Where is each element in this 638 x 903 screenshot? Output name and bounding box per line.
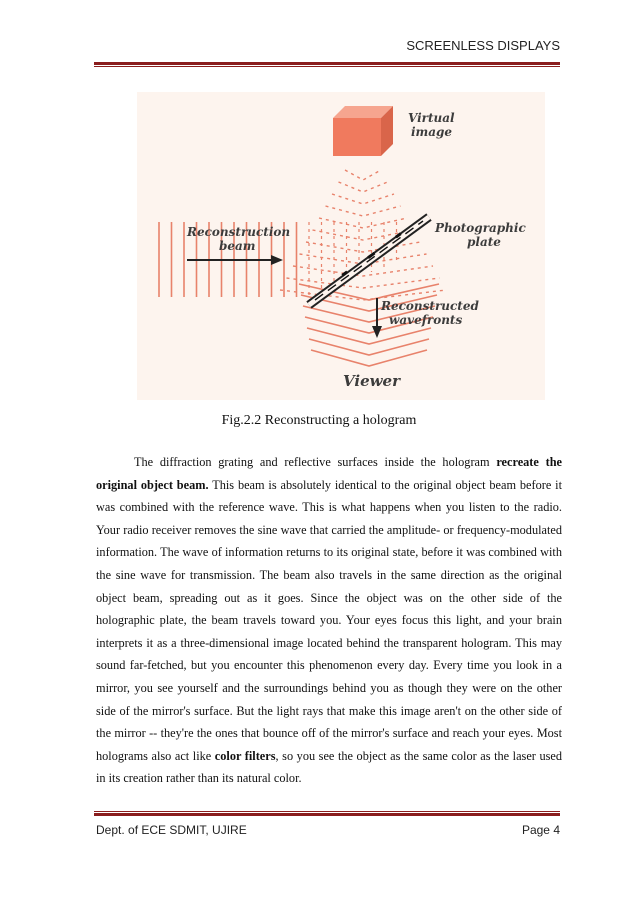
body-bold-recreate: recreate the original object beam.: [96, 455, 562, 492]
virtual-wavefronts: [280, 170, 446, 300]
photographic-plate-label: [434, 221, 530, 249]
viewer-label: Viewer: [343, 372, 400, 390]
reconstructed-wavefront: [307, 328, 431, 344]
transmitted-beam-lines: [309, 222, 397, 297]
header-rule-thick: [94, 62, 560, 65]
reconstructed-wavefront: [309, 339, 429, 355]
virtual-image-label: [408, 111, 459, 139]
footer-rule-thick: [94, 813, 560, 816]
virtual-image-cube: [333, 106, 393, 156]
body-text-part3: , so you see the object as the same color as the laser used in its creation rather than its natural color.: [96, 748, 562, 786]
photographic-plate-label-line1: Photographic: [435, 221, 526, 235]
reconstruction-beam-label-line1: Reconstruction: [187, 225, 291, 239]
virtual-wavefront: [326, 206, 401, 216]
reconstructed-wavefronts-label: [380, 299, 483, 327]
body-bold-color-filters: color filters: [214, 748, 276, 763]
header-rule-thin: [94, 66, 560, 67]
reconstruction-beam-label: [186, 225, 294, 253]
virtual-wavefront: [319, 218, 407, 228]
footer-page-number: Page 4: [521, 823, 560, 837]
hologram-figure: [137, 92, 545, 400]
virtual-wavefront: [339, 182, 388, 192]
virtual-image-label-line1: Virtual: [408, 111, 455, 125]
page-header-title: SCREENLESS DISPLAYS: [406, 38, 560, 53]
reconstructed-wavefront: [311, 350, 427, 366]
virtual-image-label-line2: image: [411, 125, 453, 139]
reconstruction-beam-arrow: [187, 255, 283, 265]
figure-caption: Fig.2.2 Reconstructing a hologram: [221, 413, 417, 428]
reconstructed-wavefronts-label-line1: Reconstructed: [381, 299, 479, 313]
hologram-diagram: [137, 92, 545, 400]
reconstruction-beam-label-line2: beam: [219, 239, 256, 253]
reconstructed-wavefronts-label-line2: wavefronts: [389, 313, 463, 327]
photographic-plate: [309, 217, 429, 305]
virtual-wavefront: [332, 194, 394, 204]
virtual-wavefront: [345, 170, 381, 180]
photographic-plate-label-line2: plate: [467, 235, 501, 249]
body-paragraph: [96, 451, 562, 790]
virtual-wavefront: [306, 242, 420, 252]
footer-department: Dept. of ECE SDMIT, UJIRE: [96, 823, 247, 837]
body-text-part1: The diffraction grating and reflective surfaces inside the hologram: [134, 455, 497, 469]
body-text-part2: This beam is absolutely identical to the original object beam before it was combined with the reference wave. This is what happens when you listen to the radio. Your radio receiver removes the sine wave that carried the amplitude- or frequency-modulated information. The wave of information returns to its original state, before it was combined with the sine wave for transmission. The beam also travels in the same direction as the original object beam, spreading out as it goes. Since the object was on the other side of the holographic plate, the beam travels toward you. Your eyes focus this light, and your brain interprets it as a three-dimensional image located behind the transparent hologram. This may sound far-fetched, but you encounter this phenomenon every day. Every time you look in a mirror, you see yourself and the surroundings behind you as though they were on the other side of the mirror's surface. But the light rays that make this image aren't on the other side of the mirror -- they're the ones that bounce off of the mirror's surface and reach your eyes. Most holograms also act like: [96, 477, 562, 763]
footer-rule-thin: [94, 811, 560, 812]
